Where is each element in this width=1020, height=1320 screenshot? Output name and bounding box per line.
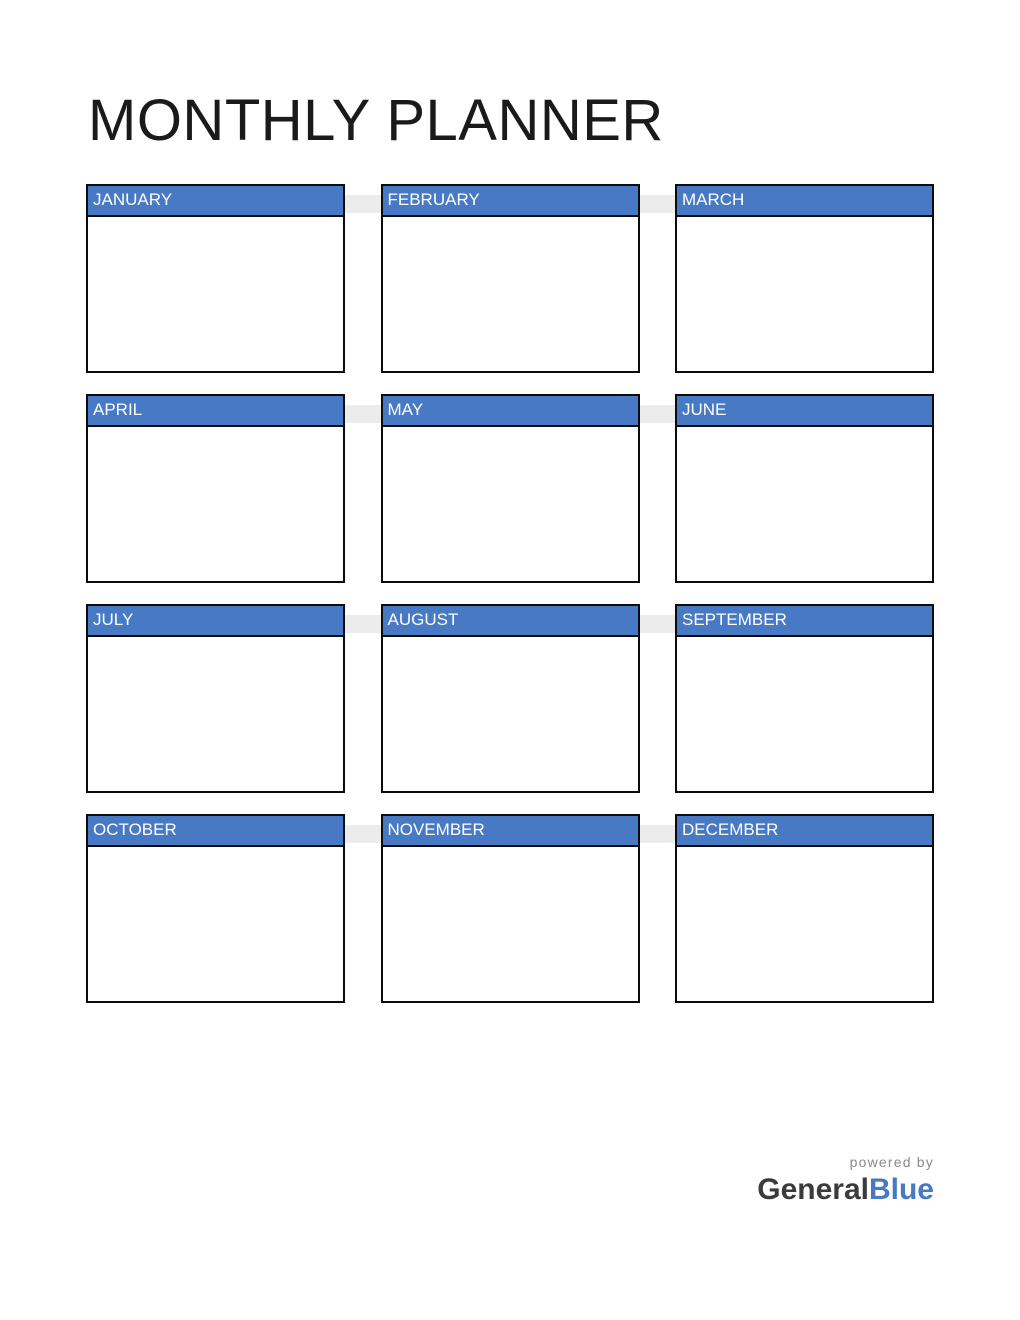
month-notes-june[interactable] [677, 427, 932, 581]
month-card-march[interactable] [675, 184, 934, 373]
month-header-march: MARCH [677, 186, 932, 217]
month-grid [86, 184, 934, 1003]
month-row [86, 394, 934, 583]
month-card-may[interactable] [381, 394, 640, 583]
month-card-october[interactable] [86, 814, 345, 1003]
month-header-october: OCTOBER [88, 816, 343, 847]
month-card-january[interactable] [86, 184, 345, 373]
month-row [86, 604, 934, 793]
month-header-december: DECEMBER [677, 816, 932, 847]
page-title: MONTHLY PLANNER [88, 88, 664, 153]
month-notes-september[interactable] [677, 637, 932, 791]
month-card-july[interactable] [86, 604, 345, 793]
generalblue-logo [757, 1172, 934, 1208]
month-card-november[interactable] [381, 814, 640, 1003]
month-notes-april[interactable] [88, 427, 343, 581]
month-card-june[interactable] [675, 394, 934, 583]
month-header-april: APRIL [88, 396, 343, 427]
powered-by-label: powered by [849, 1154, 934, 1170]
month-header-may: MAY [383, 396, 638, 427]
month-row [86, 184, 934, 373]
month-notes-february[interactable] [383, 217, 638, 371]
month-header-january: JANUARY [88, 186, 343, 217]
month-notes-december[interactable] [677, 847, 932, 1001]
month-card-september[interactable] [675, 604, 934, 793]
month-notes-march[interactable] [677, 217, 932, 371]
month-notes-october[interactable] [88, 847, 343, 1001]
month-row [86, 814, 934, 1003]
month-notes-january[interactable] [88, 217, 343, 371]
month-header-august: AUGUST [383, 606, 638, 637]
month-header-july: JULY [88, 606, 343, 637]
logo-text-general: General [757, 1173, 869, 1206]
month-header-november: NOVEMBER [383, 816, 638, 847]
month-notes-november[interactable] [383, 847, 638, 1001]
month-card-august[interactable] [381, 604, 640, 793]
month-card-december[interactable] [675, 814, 934, 1003]
month-header-september: SEPTEMBER [677, 606, 932, 637]
footer-branding [757, 1154, 934, 1208]
month-notes-may[interactable] [383, 427, 638, 581]
month-card-february[interactable] [381, 184, 640, 373]
month-header-june: JUNE [677, 396, 932, 427]
month-card-april[interactable] [86, 394, 345, 583]
month-header-february: FEBRUARY [383, 186, 638, 217]
month-notes-august[interactable] [383, 637, 638, 791]
logo-text-blue: Blue [868, 1173, 934, 1206]
month-notes-july[interactable] [88, 637, 343, 791]
